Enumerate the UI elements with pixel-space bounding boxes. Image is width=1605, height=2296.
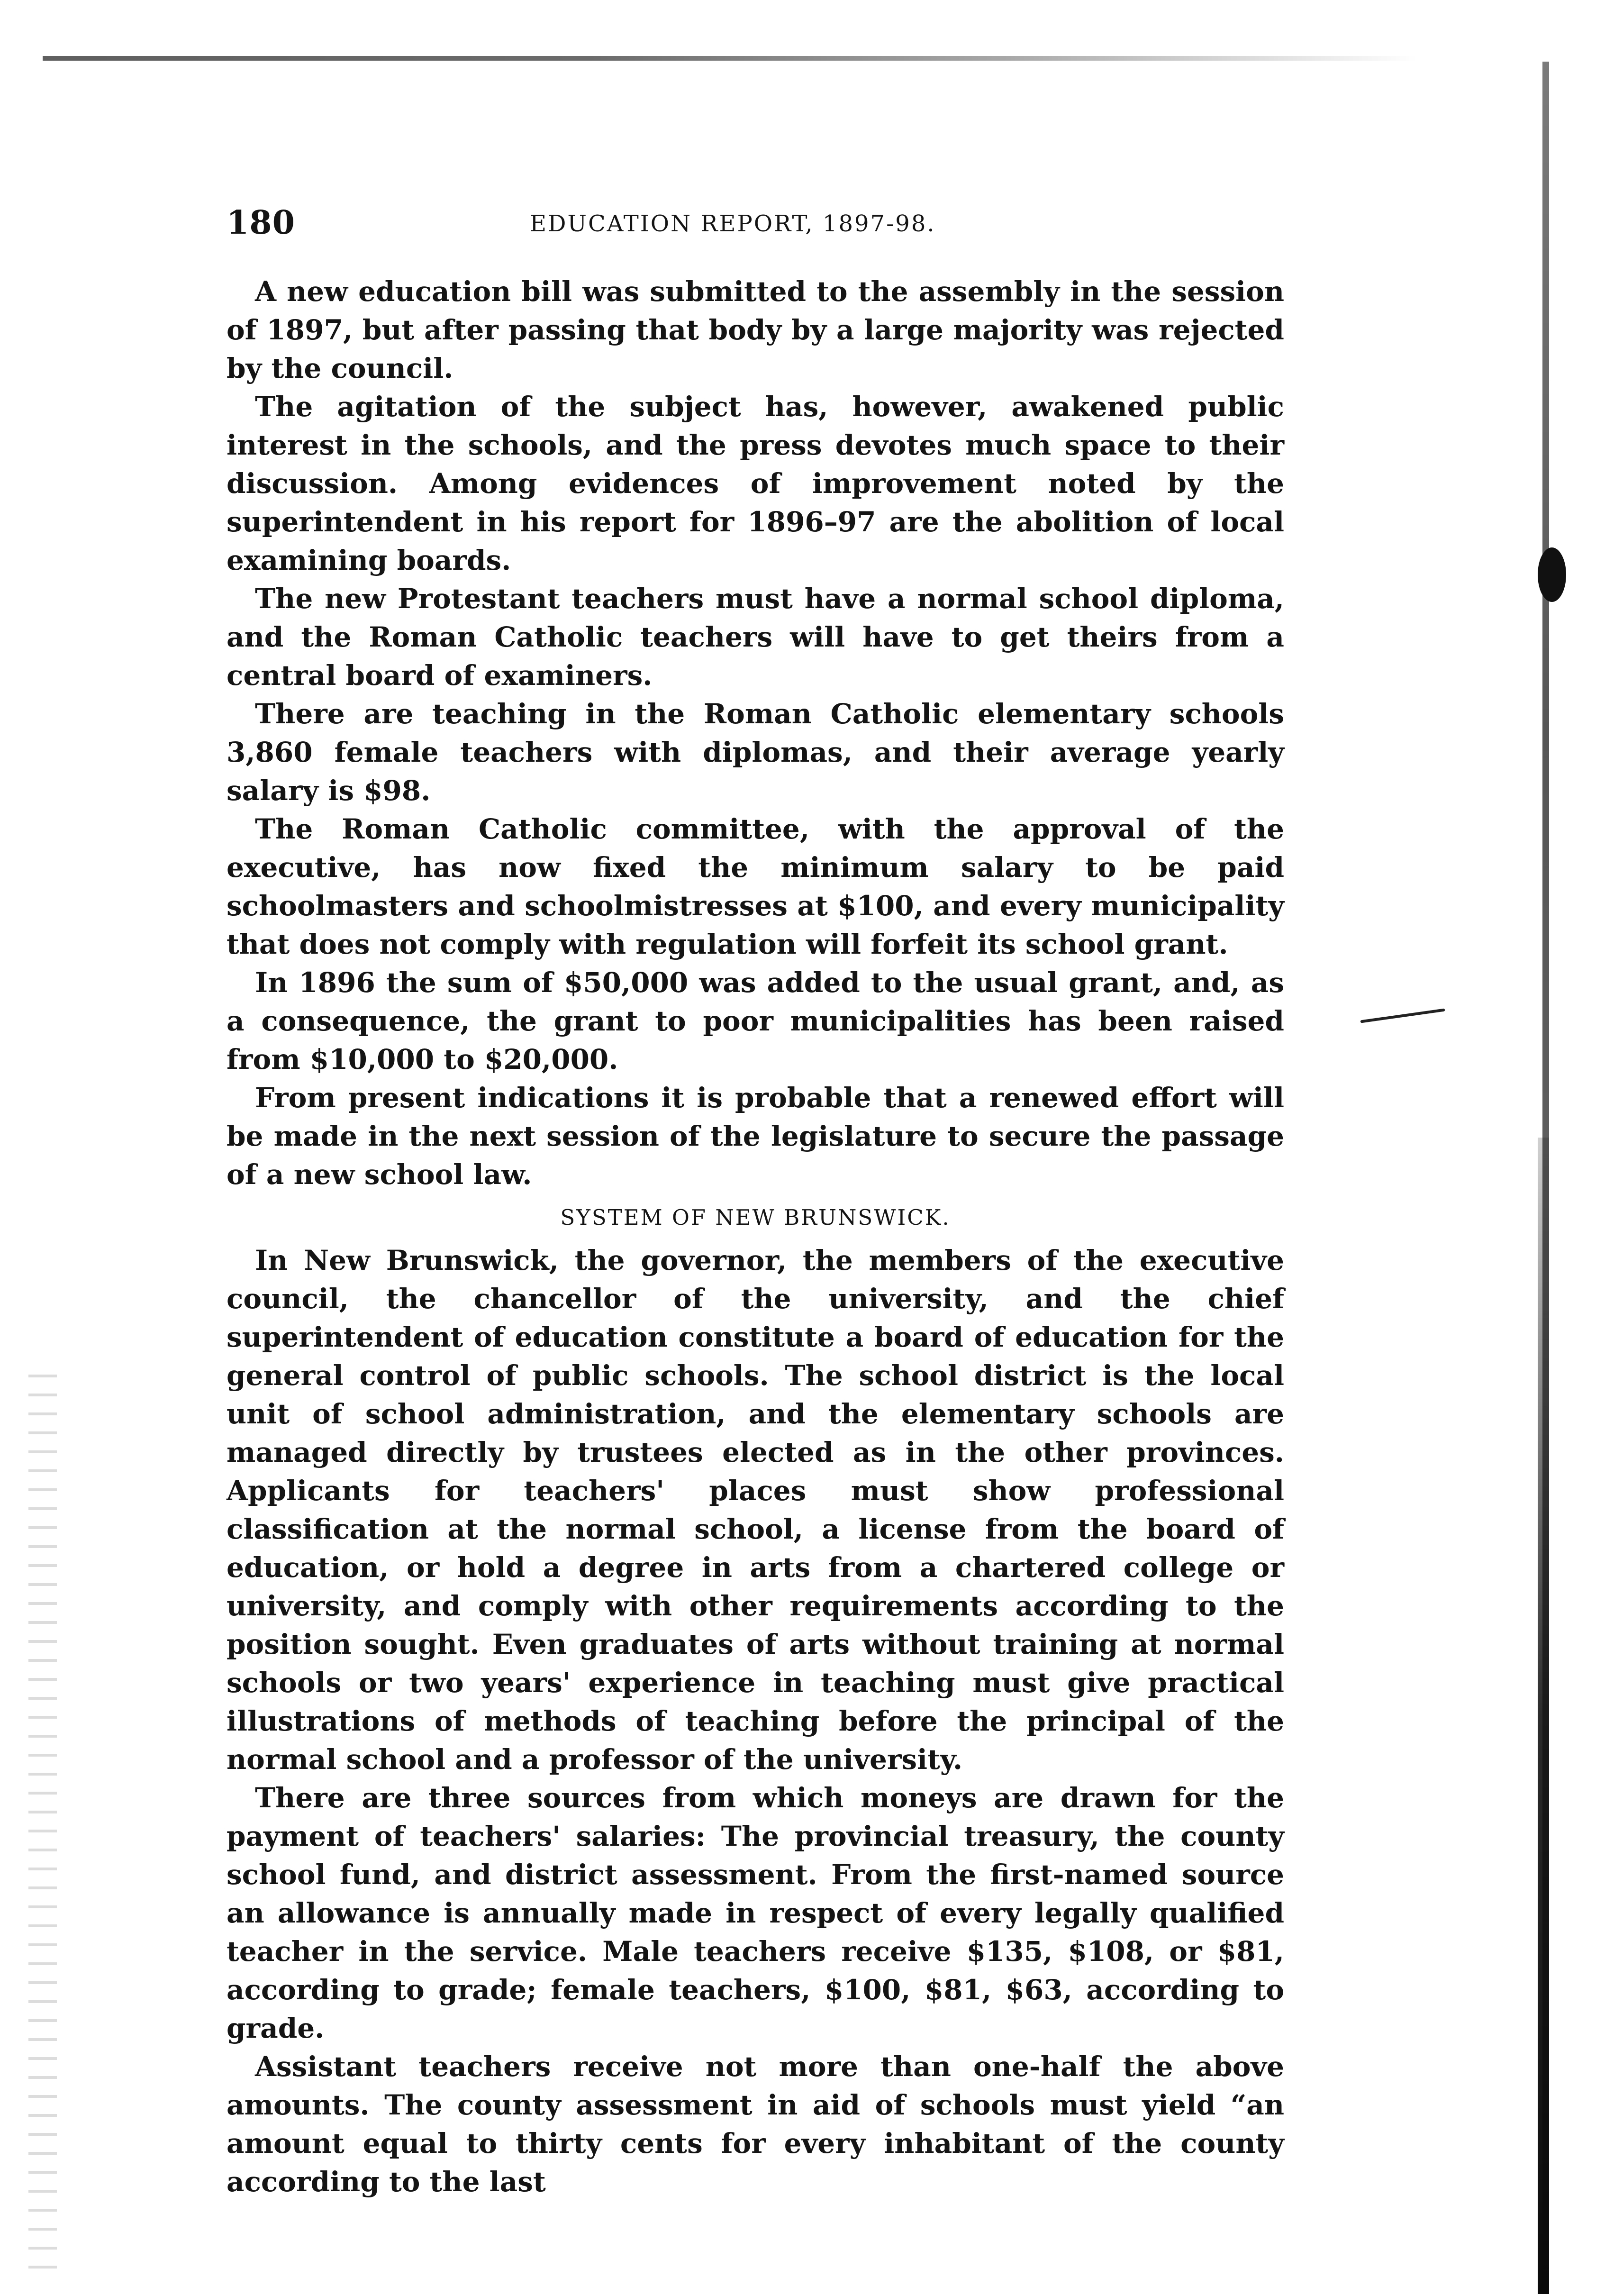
paragraph: A new education bill was submitted to the assembly in the session of 1897, but after passing that body by a large majority was rejected by the council. [227, 275, 1284, 384]
body-text [227, 273, 1284, 2201]
running-title: EDUCATION REPORT, 1897-98. [530, 210, 936, 237]
paragraph: The new Protestant teachers must have a normal school diploma, and the Roman Catholic teachers will have to get theirs from a central board of examiners. [227, 583, 1284, 692]
paragraph: In New Brunswick, the governor, the members of the executive council, the chancellor of the university, and the chief superintendent of education constitute a board of education for the general control of public schools. The school district is the local unit of school administration, and the elementary schools are managed directly by trustees elected as in the other provinces. Applicants for teachers' places must show professional classification at the normal school, a license from the board of education, or hold a degree in arts from a chartered college or university, and comply with other requirements according to the position sought. Even graduates of arts without training at normal schools or two years' experience in teaching must give practical illustrations of methods of teaching before the principal of the normal school and a professor of the university. [227, 1244, 1284, 1776]
paragraph: There are teaching in the Roman Catholic elementary schools 3,860 female teachers with diplomas, and their average yearly salary is $98. [227, 698, 1284, 807]
scan-top-rule [43, 56, 1417, 61]
paragraph: The Roman Catholic committee, with the approval of the executive, has now fixed the minimum salary to be paid schoolmasters and schoolmistresses at $100, and every municipality that does not comply with regulation will forfeit its school grant. [227, 813, 1284, 960]
page-number: 180 [227, 204, 295, 242]
scan-left-specks [28, 1375, 57, 2275]
paragraph: The agitation of the subject has, however, awakened public interest in the schools, and the press devotes much space to their discussion. Among evidences of improvement noted by the superintendent in his report for 1896–97 are the abolition of local examining boards. [227, 391, 1284, 576]
section-heading: SYSTEM OF NEW BRUNSWICK. [560, 1205, 951, 1230]
paragraph: In 1896 the sum of $50,000 was added to the usual grant, and, as a consequence, the grant to poor municipalities has been raised from $10,000 to $20,000. [227, 966, 1284, 1075]
paragraph: Assistant teachers receive not more than one-half the above amounts. The county assessment in aid of schools must yield “an amount equal to thirty cents for every inhabitant of the county according to the last [227, 2050, 1284, 2198]
running-header [227, 204, 1284, 246]
margin-pen-stroke [1360, 1009, 1445, 1023]
paragraph: There are three sources from which moneys are drawn for the payment of teachers' salaries: The provincial treasury, the county school fund, and district assessment. From the first-named source an allowance is annually made in respect of every legally qualified teacher in the service. Male teachers receive $135, $108, or $81, according to grade; female teachers, $100, $81, $63, according to grade. [227, 1782, 1284, 2044]
scan-binding-shadow [1538, 1138, 1549, 2294]
ink-blot [1538, 547, 1566, 602]
paragraph: From present indications it is probable that a renewed effort will be made in the next session of the legislature to secure the passage of a new school law. [227, 1082, 1284, 1191]
